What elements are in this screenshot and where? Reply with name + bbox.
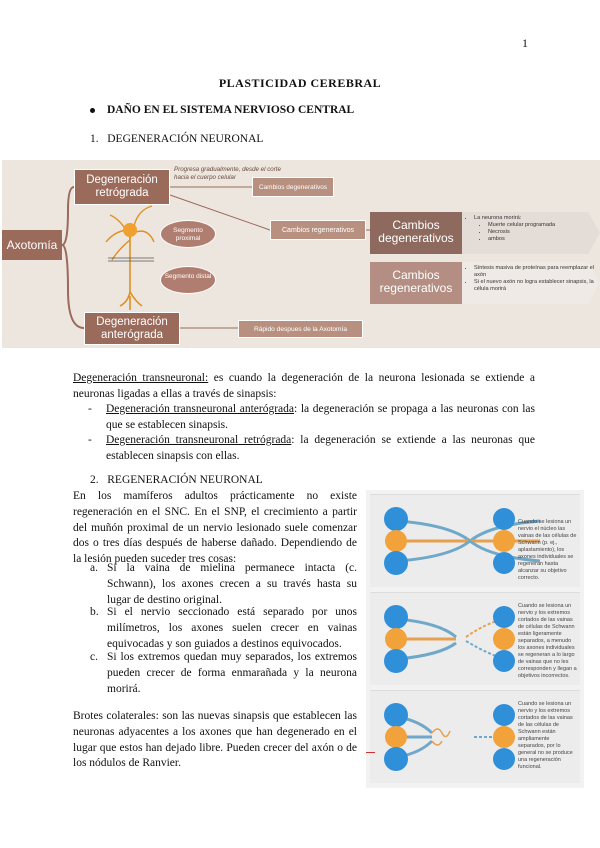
list-marker: - xyxy=(88,403,92,415)
subsection-heading-2 xyxy=(90,474,263,486)
list-item xyxy=(88,402,535,433)
list-text: Si los extremos quedan muy separados, los extremos pueden crecer de forma enmarañada y la neurona morirá. xyxy=(107,651,357,695)
transneuronal-paragraph xyxy=(73,371,535,402)
figure-panel-b xyxy=(370,592,580,685)
page-title: PLASTICIDAD CEREBRAL xyxy=(218,76,382,90)
degenerative-list xyxy=(462,212,600,254)
list-text: Si el nervio seccionado está separado por unos milímetros, los axones suelen crecer en vainas equivocadas y son guiados a destinos equivocados. xyxy=(107,606,357,650)
figure-panel-c xyxy=(370,690,580,783)
degenerative-list-head: • La neurona morirá: xyxy=(474,215,598,222)
figure-caption: Cuando se lesiona un nervio y los extremos cortados de las vainas de las células de Schwann están ampliamente separados, por lo general no se produce una regeneración funcional. xyxy=(518,701,573,770)
list-marker: b. xyxy=(90,606,99,618)
cambios-degenerativos-big-box: Cambios degenerativos xyxy=(370,212,462,254)
progresa-note: Progresa gradualmente, desde el corte hacia el cuerpo celular xyxy=(174,166,281,181)
regeneration-figure xyxy=(366,490,584,788)
list-item xyxy=(90,561,357,608)
bullet-icon xyxy=(90,108,95,113)
list-text: : la degeneración se extiende a las neuronas que establecen sinapsis con ellas. xyxy=(106,434,536,462)
neuron-soma xyxy=(123,223,137,237)
transneuronal-text: es cuando la degeneración de la neurona lesionada se extiende a neuronas ligadas a ellas a través de sinapsis: xyxy=(73,372,536,400)
degeneracion-anterograda-box: Degeneración anterógrada xyxy=(84,312,180,345)
subsection-label: REGENERACIÓN NEURONAL xyxy=(107,474,263,486)
subsection-number: 2. xyxy=(90,474,99,486)
axotomy-diagram xyxy=(2,160,600,348)
degenerative-sublist xyxy=(474,222,598,243)
rapido-box: Rápido despues de la Axotomía xyxy=(238,320,363,338)
list-item xyxy=(90,605,357,652)
subsection-number: 1. xyxy=(90,133,99,145)
subsection-label: DEGENERACIÓN NEURONAL xyxy=(107,133,264,145)
list-marker: - xyxy=(88,434,92,446)
regenerative-list xyxy=(462,262,600,304)
list-marker: c. xyxy=(90,651,98,663)
cambios-regenerativos-small-box: Cambios regenerativos xyxy=(270,220,366,240)
section-heading xyxy=(90,104,354,116)
list-item xyxy=(88,433,535,464)
figure-caption: Cuando se lesiona un nervio y los extremos cortados de las vainas de células de Schwann están ligeramente separados, a menudo los axones individuales se regeneran a lo largo de vainas que no les corresponden y llegan a objetivos incorrectos. xyxy=(518,603,577,679)
page-number: 1 xyxy=(522,36,528,50)
list-marker: a. xyxy=(90,562,98,574)
list-text: : la degeneración se propaga a las neuronas con las que se establecen sinapsis. xyxy=(106,403,535,431)
cambios-regenerativos-big-box: Cambios regenerativos xyxy=(370,262,462,304)
regenerative-item: • Síntesis masiva de proteínas para reemplazar el axón xyxy=(474,265,598,279)
axotomia-box: Axotomía xyxy=(2,230,62,260)
red-mark xyxy=(366,752,375,753)
degeneracion-retrograda-box: Degeneración retrógrada xyxy=(74,169,170,205)
cambios-degenerativos-small-box: Cambios degenerativos xyxy=(252,177,334,197)
subsection-heading-1 xyxy=(90,133,263,145)
list-item xyxy=(90,650,357,697)
segmento-proximal-oval: Segmento proximal xyxy=(160,220,216,248)
degenerative-item: • Necrosis xyxy=(488,229,598,236)
figure-panel-a xyxy=(370,494,580,587)
list-term: Degeneración transneuronal anterógrada xyxy=(106,403,294,415)
segmento-distal-oval: Segmento distal xyxy=(160,266,216,294)
list-text: Si la vaina de mielina permanece intacta (c. Schwann), los axones crecen a su través hasta su lugar de destino original. xyxy=(107,562,357,606)
list-term: Degeneración transneuronal retrógrada xyxy=(106,434,292,446)
section-heading-text: DAÑO EN EL SISTEMA NERVIOSO CENTRAL xyxy=(107,104,355,116)
regenerative-item: • Si el nuevo axón no logra establecer sinapsis, la célula morirá xyxy=(474,279,598,293)
brotes-paragraph: Brotes colaterales: son las nuevas sinapsis que establecen las neuronas adyacentes a los axones que han degenerado en el lugar que estos han dejado libre. Pueden crecer del axón o de los nódulos de Ranvier. xyxy=(73,710,357,770)
degenerative-item: • ambos xyxy=(488,236,598,243)
transneuronal-term: Degeneración transneuronal: xyxy=(73,372,209,384)
regeneration-intro: En los mamíferos adultos prácticamente no existe regeneración en el SNC. En el SNP, el crecimiento a partir del muñón proximal de un nervio lesionado suele comenzar dos o tres días después de haberse dañado. Dependiendo de la lesión pueden suceder tres cosas: xyxy=(73,490,357,566)
degenerative-item: • Muerte celular programada xyxy=(488,222,598,229)
figure-caption: Cuando se lesiona un nervio el núcleo las vainas de las células de Schwann (p. ej., aplastamiento), los axones individuales se regeneran hasta alcanzar su objetivo correcto. xyxy=(518,519,577,581)
